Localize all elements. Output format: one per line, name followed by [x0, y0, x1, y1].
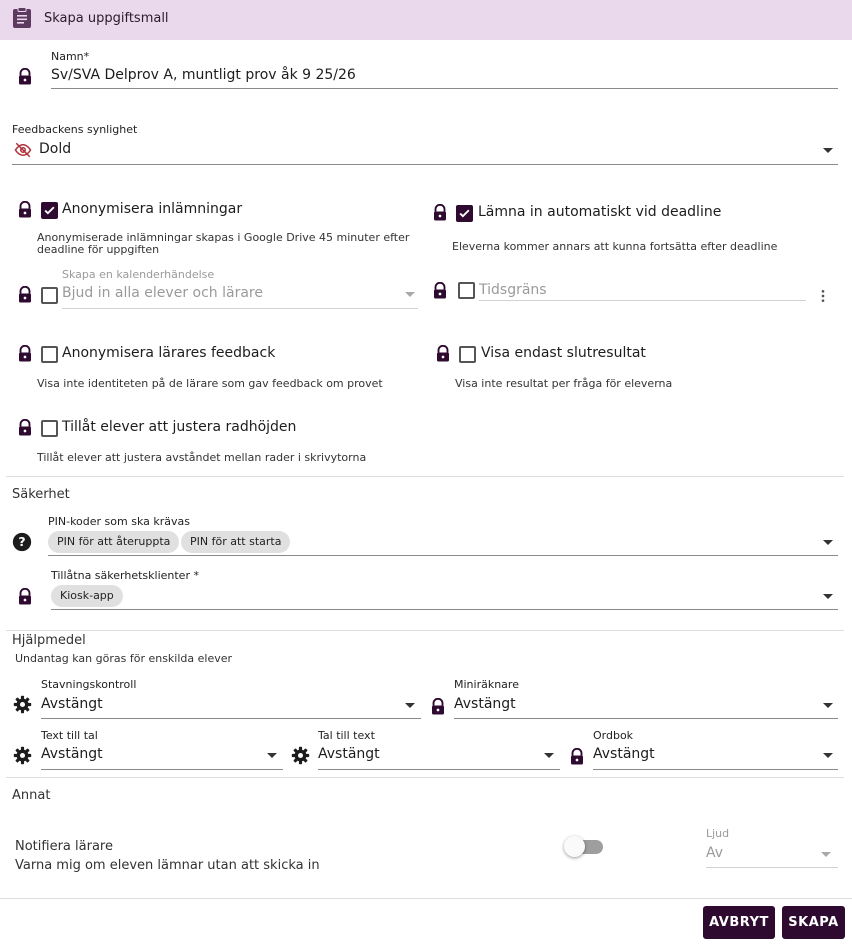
dictionary-select[interactable]: Avstängt [593, 746, 655, 762]
name-label: Namn* [51, 50, 90, 63]
text-to-speech-select[interactable]: Avstängt [41, 746, 103, 762]
aids-subtitle: Undantag kan göras för enskilda elever [15, 652, 233, 665]
pin-chip-start[interactable]: PIN för att starta [181, 531, 290, 553]
chevron-down-icon[interactable] [823, 540, 833, 545]
lock-icon [16, 345, 34, 363]
calendar-event-label: Skapa en kalenderhändelse [62, 268, 215, 281]
gear-icon [13, 746, 32, 765]
time-limit-input[interactable]: Tidsgräns [479, 282, 547, 298]
anonymize-teacher-feedback-help: Visa inte identiteten på de lärare som gav feedback om provet [37, 377, 383, 390]
lock-icon [16, 201, 34, 219]
sound-select[interactable]: Av [706, 845, 724, 861]
other-section-title: Annat [12, 788, 51, 803]
anonymize-teacher-feedback-label: Anonymisera lärares feedback [62, 345, 276, 361]
dialog-header [0, 0, 852, 40]
client-chip-kiosk[interactable]: Kiosk-app [51, 585, 123, 607]
lock-icon [16, 419, 34, 437]
eye-off-icon [13, 141, 33, 159]
spellcheck-select[interactable]: Avstängt [41, 696, 103, 712]
divider [6, 476, 844, 477]
clipboard-icon [10, 6, 34, 30]
calculator-label: Miniräknare [454, 678, 519, 691]
gear-icon [291, 746, 310, 765]
cancel-button[interactable]: AVBRYT [703, 906, 775, 939]
divider [6, 777, 844, 778]
adjust-line-height-checkbox[interactable] [41, 420, 58, 437]
create-button[interactable]: SKAPA [782, 906, 845, 939]
lock-icon [16, 286, 34, 304]
anonymize-submissions-checkbox[interactable] [41, 202, 58, 219]
security-section-title: Säkerhet [12, 487, 70, 502]
chevron-down-icon[interactable] [405, 703, 415, 708]
dictionary-label: Ordbok [593, 729, 634, 742]
feedback-visibility-select[interactable]: Dold [39, 141, 72, 157]
calendar-event-underline [62, 308, 418, 309]
adjust-line-height-help: Tillåt elever att justera avståndet mellan rader i skrivytorna [37, 451, 367, 464]
time-limit-underline [479, 300, 806, 301]
name-input[interactable]: Sv/SVA Delprov A, muntligt prov åk 9 25/26 [51, 67, 356, 83]
show-final-result-label: Visa endast slutresultat [481, 345, 646, 361]
anonymize-teacher-feedback-checkbox[interactable] [41, 346, 58, 363]
calendar-event-select[interactable]: Bjud in alla elever och lärare [62, 285, 263, 301]
show-final-result-checkbox[interactable] [459, 346, 476, 363]
lock-icon [16, 68, 34, 86]
chevron-down-icon[interactable] [823, 594, 833, 599]
notify-teacher-desc: Varna mig om eleven lämnar utan att skicka in [15, 858, 320, 873]
lock-icon [568, 748, 586, 766]
adjust-line-height-label: Tillåt elever att justera radhöjden [62, 419, 297, 435]
lock-icon [431, 204, 449, 222]
calendar-event-checkbox[interactable] [41, 287, 58, 304]
feedback-visibility-underline [12, 164, 838, 165]
notify-toggle-thumb[interactable] [564, 836, 585, 857]
more-vert-icon[interactable] [815, 288, 831, 304]
speech-to-text-underline [318, 769, 560, 770]
auto-submit-checkbox[interactable] [456, 205, 473, 222]
anonymize-submissions-help: Anonymiserade inlämningar skapas i Google Drive 45 minuter efter deadline för uppgiften [37, 231, 410, 256]
gear-icon [13, 695, 32, 714]
aids-section-title: Hjälpmedel [12, 633, 86, 648]
help-icon[interactable] [12, 532, 32, 552]
anonymize-submissions-label: Anonymisera inlämningar [62, 201, 243, 217]
chevron-down-icon[interactable] [544, 753, 554, 758]
dictionary-underline [593, 769, 838, 770]
pin-codes-underline [48, 555, 838, 556]
text-to-speech-underline [41, 769, 283, 770]
time-limit-checkbox[interactable] [458, 282, 475, 299]
notify-teacher-title: Notifiera lärare [15, 839, 113, 854]
calculator-select[interactable]: Avstängt [454, 696, 516, 712]
text-to-speech-label: Text till tal [41, 729, 98, 742]
chevron-down-icon[interactable] [823, 753, 833, 758]
svg-text:?: ? [18, 534, 26, 550]
lock-icon [434, 345, 452, 363]
auto-submit-help: Eleverna kommer annars att kunna fortsätta efter deadline [452, 240, 778, 253]
show-final-result-help: Visa inte resultat per fråga för eleverna [455, 377, 673, 390]
chevron-down-icon[interactable] [405, 292, 415, 297]
spellcheck-label: Stavningskontroll [41, 678, 137, 691]
divider [6, 630, 844, 631]
auto-submit-label: Lämna in automatiskt vid deadline [478, 204, 722, 220]
chevron-down-icon[interactable] [821, 852, 831, 857]
lock-icon [429, 698, 447, 716]
feedback-visibility-label: Feedbackens synlighet [12, 123, 138, 136]
footer-divider [0, 898, 852, 899]
spellcheck-underline [41, 718, 421, 719]
lock-icon [431, 282, 449, 300]
lock-icon [16, 588, 34, 606]
sound-label: Ljud [706, 827, 730, 840]
name-underline [51, 88, 838, 89]
sound-underline [706, 867, 838, 868]
chevron-down-icon[interactable] [823, 703, 833, 708]
pin-codes-label: PIN-koder som ska krävas [48, 515, 190, 528]
calculator-underline [454, 718, 838, 719]
chevron-down-icon[interactable] [823, 148, 833, 153]
speech-to-text-select[interactable]: Avstängt [318, 746, 380, 762]
chevron-down-icon[interactable] [267, 753, 277, 758]
speech-to-text-label: Tal till text [318, 729, 375, 742]
security-clients-underline [51, 609, 838, 610]
security-clients-label: Tillåtna säkerhetsklienter * [51, 569, 199, 582]
pin-chip-resume[interactable]: PIN för att återuppta [48, 531, 179, 553]
dialog-title: Skapa uppgiftsmall [44, 11, 169, 26]
